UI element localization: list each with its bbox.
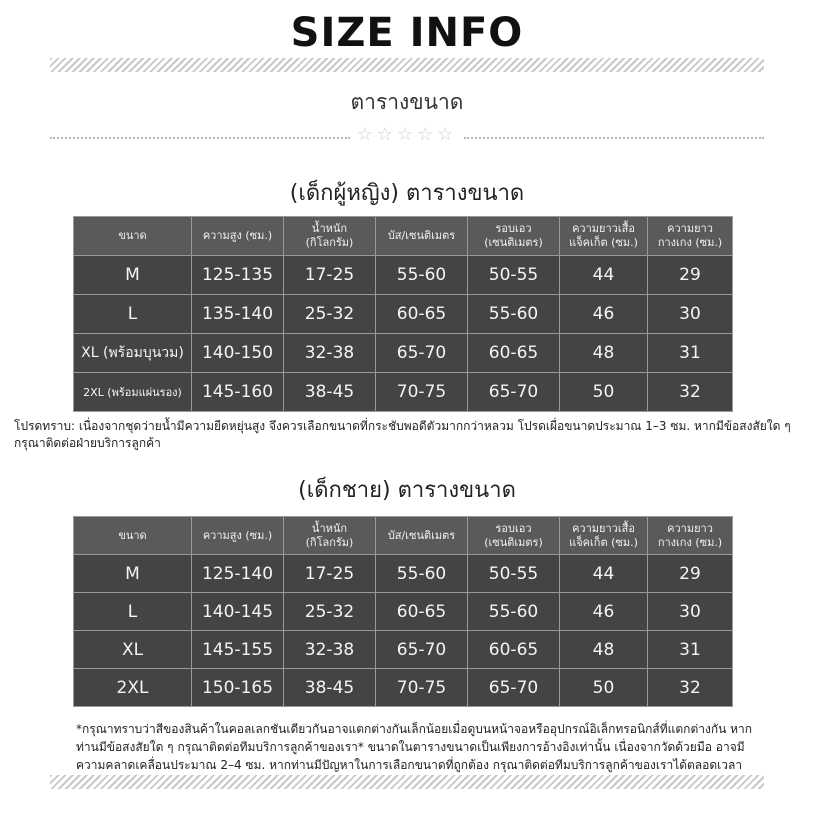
table-cell: 50-55 xyxy=(468,256,560,295)
table-cell: 30 xyxy=(648,593,733,631)
column-header: ความยาวกางเกง (ซม.) xyxy=(648,517,733,555)
page-title: SIZE INFO xyxy=(290,10,524,56)
column-header: ความยาวเสื้อแจ็คเก็ต (ซม.) xyxy=(560,217,648,256)
table-cell: 60-65 xyxy=(468,631,560,669)
table-cell: 145-160 xyxy=(192,373,284,412)
size-cell: L xyxy=(74,295,192,334)
table-cell: 32 xyxy=(648,669,733,707)
table-cell: 50-55 xyxy=(468,555,560,593)
boys-size-table xyxy=(73,516,733,707)
table-cell: 60-65 xyxy=(376,295,468,334)
table-cell: 55-60 xyxy=(376,555,468,593)
table-cell: 50 xyxy=(560,669,648,707)
table-cell: 32-38 xyxy=(284,631,376,669)
page-subtitle: ตารางขนาด xyxy=(350,90,464,114)
table-cell: 46 xyxy=(560,593,648,631)
dotted-divider-right xyxy=(464,137,764,139)
girls-size-table xyxy=(73,216,733,412)
table-cell: 125-140 xyxy=(192,555,284,593)
column-header: รอบเอว (เซนติเมตร) xyxy=(468,517,560,555)
table-cell: 48 xyxy=(560,631,648,669)
table-cell: 31 xyxy=(648,334,733,373)
table-cell: 55-60 xyxy=(468,593,560,631)
table-cell: 25-32 xyxy=(284,593,376,631)
table-row xyxy=(74,593,733,631)
column-header: รอบเอว (เซนติเมตร) xyxy=(468,217,560,256)
table-cell: 135-140 xyxy=(192,295,284,334)
table-cell: 60-65 xyxy=(468,334,560,373)
size-cell: 2XL xyxy=(74,669,192,707)
table-cell: 44 xyxy=(560,256,648,295)
column-header: ความสูง (ซม.) xyxy=(192,517,284,555)
footer-note: *กรุณาทราบว่าสีของสินค้าในคอลเลกชันเดียวกันอาจแตกต่างกันเล็กน้อยเมื่อดูบนหน้าจอหรืออุปกรณ์อิเล็กทรอนิกส์ที่แตกต่างกัน หากท่านมีข้อสงสัยใด ๆ กรุณาติดต่อทีมบริการลูกค้าของเรา* ขนาดในตารางขนาดเป็นเพียงการอ้างอิงเท่านั้น เนื่องจากวัดด้วยมือ อาจมีความคลาดเคลื่อนประมาณ 2–4 ซม. หากท่านมีปัญหาในการเลือกขนาดที่ถูกต้อง กรุณาติดต่อทีมบริการลูกค้าของเราได้ตลอดเวลา xyxy=(76,722,753,772)
table-cell: 29 xyxy=(648,555,733,593)
column-header: ความสูง (ซม.) xyxy=(192,217,284,256)
table-cell: 60-65 xyxy=(376,593,468,631)
table-row xyxy=(74,555,733,593)
table-cell: 145-155 xyxy=(192,631,284,669)
table-cell: 29 xyxy=(648,256,733,295)
table-cell: 150-165 xyxy=(192,669,284,707)
table-cell: 140-150 xyxy=(192,334,284,373)
table-cell: 70-75 xyxy=(376,669,468,707)
table-row xyxy=(74,256,733,295)
table-cell: 65-70 xyxy=(376,334,468,373)
size-cell: M xyxy=(74,555,192,593)
table-cell: 65-70 xyxy=(468,669,560,707)
column-header: ความยาวเสื้อแจ็คเก็ต (ซม.) xyxy=(560,517,648,555)
table-cell: 65-70 xyxy=(376,631,468,669)
size-cell: XL xyxy=(74,631,192,669)
table-cell: 17-25 xyxy=(284,256,376,295)
column-header: น้ำหนัก (กิโลกรัม) xyxy=(284,217,376,256)
table-cell: 32-38 xyxy=(284,334,376,373)
table-cell: 48 xyxy=(560,334,648,373)
table-row xyxy=(74,373,733,412)
table-row xyxy=(74,295,733,334)
boys-table-title: (เด็กชาย) ตารางขนาด xyxy=(298,478,516,503)
column-header: บัส/เซนติเมตร xyxy=(376,217,468,256)
table-cell: 38-45 xyxy=(284,669,376,707)
table-row xyxy=(74,631,733,669)
table-cell: 32 xyxy=(648,373,733,412)
hatch-divider-bottom xyxy=(50,775,764,789)
table-cell: 125-135 xyxy=(192,256,284,295)
column-header: ความยาวกางเกง (ซม.) xyxy=(648,217,733,256)
table-cell: 65-70 xyxy=(468,373,560,412)
girls-note: โปรดทราบ: เนื่องจากชุดว่ายน้ำมีความยืดหยุ่นสูง จึงควรเลือกขนาดที่กระชับพอดีตัวมากกว่าหลวม โปรดเผื่อขนาดประมาณ 1–3 ซม. หากมีข้อสงสัยใด ๆ กรุณาติดต่อฝ่ายบริการลูกค้า xyxy=(14,419,791,450)
column-header: ขนาด xyxy=(74,517,192,555)
column-header: ขนาด xyxy=(74,217,192,256)
size-cell: 2XL (พร้อมแผ่นรอง) xyxy=(74,373,192,412)
column-header: บัส/เซนติเมตร xyxy=(376,517,468,555)
table-cell: 44 xyxy=(560,555,648,593)
hatch-divider-top xyxy=(50,58,764,72)
table-cell: 38-45 xyxy=(284,373,376,412)
size-cell: XL (พร้อมบุนวม) xyxy=(74,334,192,373)
table-cell: 55-60 xyxy=(468,295,560,334)
size-cell: M xyxy=(74,256,192,295)
table-header-row xyxy=(74,517,733,555)
table-cell: 70-75 xyxy=(376,373,468,412)
table-header-row xyxy=(74,217,733,256)
column-header: น้ำหนัก (กิโลกรัม) xyxy=(284,517,376,555)
table-cell: 140-145 xyxy=(192,593,284,631)
table-cell: 25-32 xyxy=(284,295,376,334)
table-cell: 46 xyxy=(560,295,648,334)
star-rating-icon: ☆☆☆☆☆ xyxy=(356,124,458,145)
dotted-divider-left xyxy=(50,137,350,139)
girls-table-title: (เด็กผู้หญิง) ตารางขนาด xyxy=(289,181,525,206)
table-row xyxy=(74,334,733,373)
table-cell: 55-60 xyxy=(376,256,468,295)
size-cell: L xyxy=(74,593,192,631)
table-cell: 30 xyxy=(648,295,733,334)
table-row xyxy=(74,669,733,707)
table-cell: 50 xyxy=(560,373,648,412)
table-cell: 31 xyxy=(648,631,733,669)
table-cell: 17-25 xyxy=(284,555,376,593)
